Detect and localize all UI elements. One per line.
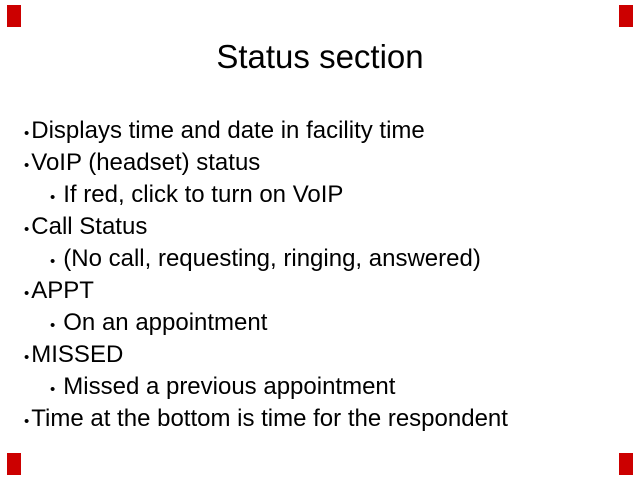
bullet-text: VoIP (headset) status [31,149,261,176]
bullet-line [24,212,630,244]
bullet-line [24,404,630,436]
bullet-dot-icon: • [50,253,56,270]
bullet-dot-icon: • [50,189,56,206]
bullet-dot-icon: • [24,285,30,302]
bullet-text: Call Status [31,213,148,240]
bullet-dot-icon: • [24,221,30,238]
bullet-dot-icon: • [50,317,56,334]
bullet-line [24,372,630,404]
corner-mark-bottom-left [7,453,21,475]
bullet-text: APPT [31,277,94,304]
bullet-text: On an appointment [63,309,268,336]
bullet-text: Displays time and date in facility time [31,117,425,144]
bullet-dot-icon: • [24,125,30,142]
bullet-line [24,244,630,276]
bullet-line [24,180,630,212]
bullet-dot-icon: • [24,157,30,174]
bullet-text: (No call, requesting, ringing, answered) [63,245,481,272]
bullet-text: MISSED [31,341,124,368]
bullet-line [24,340,630,372]
bullet-dot-icon: • [24,349,30,366]
bullet-text: Time at the bottom is time for the respondent [31,405,508,432]
bullet-list [0,116,640,436]
corner-mark-top-left [7,5,21,27]
bullet-line [24,148,630,180]
bullet-line [24,276,630,308]
slide-title: Status section [216,38,424,75]
bullet-dot-icon: • [50,381,56,398]
bullet-text: Missed a previous appointment [63,373,396,400]
corner-mark-top-right [619,5,633,27]
bullet-line [24,308,630,340]
bullet-dot-icon: • [24,413,30,430]
bullet-text: If red, click to turn on VoIP [63,181,344,208]
bullet-line [24,116,630,148]
corner-mark-bottom-right [619,453,633,475]
